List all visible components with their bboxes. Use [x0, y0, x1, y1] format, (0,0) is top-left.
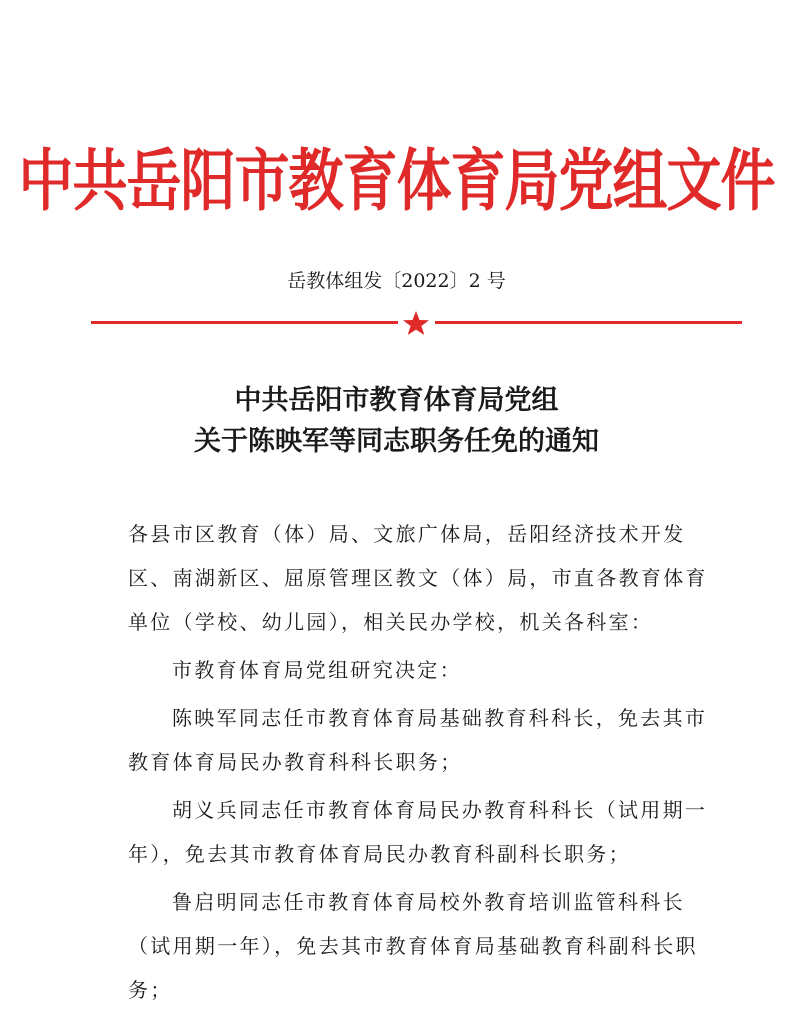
divider-line-right: [435, 321, 742, 324]
notice-title: [0, 380, 793, 462]
body-paragraph: 胡义兵同志任市教育体育局民办教育科科长（试用期一年），免去其市教育体育局民办教育科副科长职务；: [128, 798, 708, 866]
divider-line-left: [91, 321, 398, 324]
issuer-header: 中共岳阳市教育体育局党组文件: [18, 141, 775, 220]
document-number: 岳教体组发〔2022〕2 号: [287, 270, 506, 292]
document-body: [128, 512, 716, 1016]
body-paragraph: 鲁启明同志任市教育体育局校外教育培训监管科科长（试用期一年），免去其市教育体育局基础教育科副科长职务；: [128, 890, 698, 1002]
star-icon: [401, 310, 431, 336]
body-paragraph: 陈映军同志任市教育体育局基础教育科科长，免去其市教育体育局民办教育科科长职务；: [128, 706, 708, 774]
addressee: 各县市区教育（体）局、文旅广体局，岳阳经济技术开发区、南湖新区、屈原管理区教文（体）局，市直各教育体育单位（学校、幼儿园），相关民办学校，机关各科室：: [128, 522, 708, 634]
red-divider: [91, 313, 742, 333]
notice-title-line-1: 中共岳阳市教育体育局党组: [234, 385, 559, 416]
body-paragraph: 市教育体育局党组研究决定：: [172, 658, 462, 682]
notice-title-line-2: 关于陈映军等同志职务任免的通知: [194, 426, 599, 457]
